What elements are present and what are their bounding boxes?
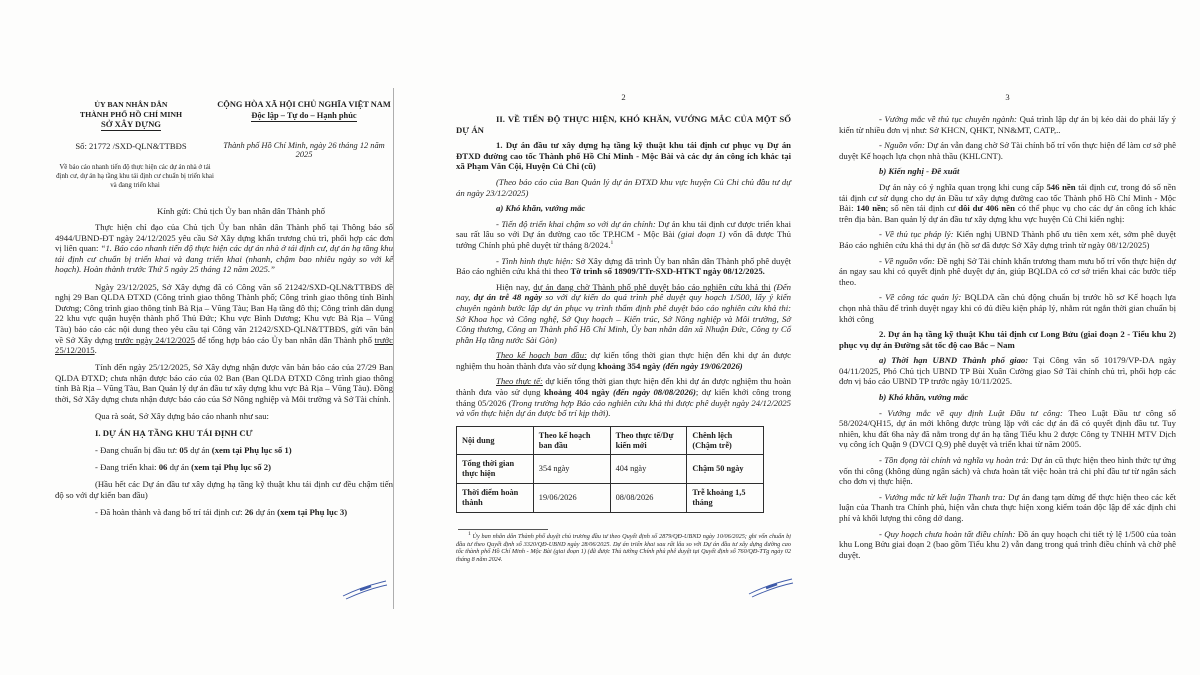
paragraph	[55, 411, 393, 422]
paragraph	[839, 492, 1176, 524]
page-divider-line	[393, 88, 394, 609]
table-row	[457, 484, 764, 513]
paragraph	[55, 282, 393, 356]
table-cell	[533, 455, 610, 484]
national-motto-line: Độc lập – Tự do – Hạnh phúc	[251, 111, 357, 120]
text-run: 1. Dự án đầu tư xây dựng hạ tầng kỹ thuật khu tái định cư phục vụ Dự án ĐTXD đường cao tốc Thành phố Hồ Chí Minh - Mộc Bài và các dự án công ích khác tại xã Phạm Văn Cội, Huyện Củ Chi (cũ)	[456, 140, 791, 172]
paragraph	[839, 140, 1176, 161]
agency-parent-line: ỦY BAN NHÂN DÂN	[94, 100, 168, 109]
sub-heading	[839, 166, 1176, 177]
table-cell	[687, 484, 764, 513]
text-run: 06	[158, 462, 168, 473]
text-run: - Tồn đọng tài chính và nghĩa vụ hoàn trả:	[879, 455, 1032, 466]
paragraph	[839, 529, 1176, 561]
text-run: (Theo báo cáo của Ban Quản lý dự án ĐTXD khu vực huyện Củ Chi chủ đầu tư dự án ngày 23/12/2025)	[456, 176, 791, 198]
text-run: “1. Báo cáo nhanh tiến độ thực hiện các dự án nhà ở tái định cư, dự án hạ tầng khu tái định cư chuẩn bị triển khai và đang triển khai (nhanh, chậm bao nhiêu ngày so với kế hoạch). Hoàn thành trước Thứ 5 ngày 25 tháng 12 năm 2025.”	[55, 243, 393, 275]
text-run: Tại Công văn số 10179/VP-DA ngày 04/11/2025, Phó Chủ tịch UBND TP Bùi Xuân Cường giao Sở Tài chính chủ trì, phối hợp các đơn vị báo cáo UBND TP trước ngày 10/11/2025.	[839, 355, 1176, 387]
paragraph	[456, 282, 791, 346]
text-run: - Nguồn vốn:	[879, 140, 928, 151]
text-run: Theo thực tế:	[496, 376, 543, 387]
text-run: Tổng thời gian thực hiện	[462, 459, 515, 479]
text-run: dự kiến tổng thời gian thực hiện đến khi dự án được nghiệm thu hoàn thành đưa vào sử dụng	[456, 350, 791, 371]
page-1-body	[55, 222, 393, 518]
text-run: - Về công tác quản lý:	[879, 292, 965, 303]
text-run: - Vướng mắc về quy định Luật Đầu tư công:	[879, 407, 1069, 418]
text-run: 404 ngày	[615, 464, 647, 474]
text-run: trước 25/12/2015	[55, 334, 393, 356]
paragraph	[839, 256, 1176, 288]
text-run: khoảng 404 ngày	[543, 387, 614, 398]
text-run: Kiến nghị UBND Thành phố ưu tiên xem xét, sớm phê duyệt Báo cáo nghiên cứu khả thi dự án (hồ sơ đã được Sở Xây dựng trình từ ngày 08/12/2025)	[839, 229, 1176, 250]
text-run: - Tiến độ triển khai chậm so với dự án chính:	[496, 218, 659, 229]
schedule-table	[456, 426, 764, 513]
sub-heading	[456, 140, 791, 172]
footnote	[456, 530, 791, 565]
table-cell	[457, 484, 534, 513]
signature-mark	[339, 576, 391, 602]
paragraph	[839, 355, 1176, 387]
text-run: Đồ án quy hoạch chi tiết tỷ lệ 1/500 của toàn khu Long Bửu giai đoạn 2 (bao gồm Tiểu khu 2) vẫn đang trong quá trình điều chỉnh và chờ phê duyệt.	[839, 528, 1176, 560]
text-run: .	[94, 345, 97, 356]
text-run: - Vướng mắc từ kết luận Thanh tra:	[879, 491, 1009, 502]
text-run: vốn đã được Thủ tướng Chính phủ phê duyệt từ tháng 8/2024.	[456, 229, 791, 250]
text-run: (đến ngày 08/08/2026)	[613, 387, 696, 398]
text-run: có thể phục vụ cho các dự án công ích khác trên địa bàn. Ban quản lý dự án đầu tư xây dựng khu vực huyện Củ Chi kiến nghị:	[839, 203, 1177, 224]
document-number: Số: 21772 /SXD-QLN&TTBĐS	[75, 141, 187, 152]
text-run: dự án trễ 48 ngày	[473, 292, 543, 303]
table-header-cell: Theo thực tế/Dự kiến mới	[610, 426, 687, 455]
list-item	[55, 507, 393, 518]
text-run: Dự án cũ thực hiện theo hình thức tự ứng vốn thi công (không dùng ngân sách) và chưa hoàn tất việc hoàn trả chi phí đầu tư từ ngân sách cho đơn vị thực hiện.	[839, 455, 1176, 487]
text-run: 354 ngày	[538, 464, 570, 474]
paragraph	[456, 376, 791, 418]
page-number: 3	[1005, 92, 1010, 102]
table-header-cell: Chênh lệch (Chậm trễ)	[687, 426, 764, 455]
page-2-body	[456, 114, 791, 564]
text-run: II. VỀ TIẾN ĐỘ THỰC HIỆN, KHÓ KHĂN, VƯỚNG MẮC CỦA MỘT SỐ DỰ ÁN	[456, 114, 791, 135]
text-run: dự kiến tổng thời gian thực hiện đến khi dự án được nghiệm thu hoàn thành đưa vào sử dụng	[456, 376, 791, 398]
text-run: ; dự kiến khởi công trong tháng 05/2026	[456, 387, 792, 408]
text-run: 08/08/2026	[615, 492, 654, 502]
text-run: Đề nghị Sở Tài chính khẩn trương tham mưu bố trí vốn thực hiện dự án ngay sau khi có quyết định phê duyệt dự án, giúp BQLDA có cơ sở triển khai các bước tiếp theo.	[839, 255, 1176, 287]
text-run: Theo kế hoạch ban đầu:	[496, 350, 587, 361]
table-cell	[610, 484, 687, 513]
text-run: dự án	[188, 445, 212, 456]
text-run: a) Khó khăn, vướng mắc	[496, 203, 586, 214]
table-header-row	[457, 426, 764, 455]
text-run: - Về nguồn vốn:	[879, 255, 938, 266]
text-run: I. DỰ ÁN HẠ TẦNG KHU TÁI ĐỊNH CƯ	[95, 428, 253, 439]
text-run: 1	[468, 530, 473, 537]
agency-city-line: THÀNH PHỐ HỒ CHÍ MINH	[79, 109, 183, 119]
issuing-agency-block	[55, 100, 207, 130]
paragraph	[456, 256, 791, 277]
text-run: - Vướng mắc về thủ tục chuyên ngành:	[879, 114, 1020, 124]
paragraph	[55, 362, 393, 404]
text-run: 2. Dự án hạ tầng kỹ thuật Khu tái định cư Long Bửu (giai đoạn 2 - Tiểu khu 2) phục vụ dự án Đường sắt tốc độ cao Bắc – Nam	[839, 329, 1176, 350]
text-run: (xem tại Phụ lục số 2)	[191, 462, 272, 473]
text-run: 546 nền	[1046, 181, 1076, 192]
text-run: Dự án này có ý nghĩa quan trọng khi cung cấp	[879, 181, 1047, 192]
text-run: - Đang triển khai:	[95, 462, 159, 473]
list-item	[55, 462, 393, 473]
text-run: Sở Xây dựng đã trình Ủy ban nhân dân Thành phố phê duyệt Báo cáo nghiên cứu khả thi theo	[456, 255, 791, 277]
text-run: (đến ngày 19/06/2026)	[662, 360, 743, 371]
text-run: (Đến nay,	[456, 281, 792, 303]
text-run: 26	[244, 507, 254, 518]
text-run: - Về thủ tục pháp lý:	[879, 229, 957, 240]
text-run: (giai đoạn 1)	[677, 229, 726, 240]
paragraph	[839, 182, 1176, 224]
table-header-cell: Theo kế hoạch ban đầu	[533, 426, 610, 455]
paragraph	[55, 479, 393, 500]
text-run: Tờ trình số 18909/TTr-SXD-HTKT ngày 08/12/2025.	[570, 266, 765, 277]
text-run: (xem tại Phụ lục số 1)	[211, 445, 292, 456]
text-run: khoảng 354 ngày	[597, 360, 663, 371]
footnote-separator	[458, 529, 548, 530]
page-2	[456, 92, 791, 564]
text-run: (Hầu hết các Dự án đầu tư xây dựng hạ tầng kỹ thuật khu tái định cư đều chậm tiến độ so với dự kiến ban đầu)	[55, 479, 393, 501]
agency-name-line: SỞ XÂY DỰNG	[101, 119, 161, 130]
text-run: - Quy hoạch chưa hoàn tất điều chỉnh:	[879, 528, 1018, 539]
text-run: 1	[610, 240, 614, 247]
text-run: dự án	[167, 462, 192, 473]
paragraph	[839, 229, 1176, 250]
sub-heading	[839, 329, 1176, 350]
sub-heading	[456, 203, 791, 214]
text-run: (Trong trường hợp Báo cáo nghiên cứu khả thi được phê duyệt ngày 24/12/2025 và vốn thực hiện dự án được bố trí kịp thời).	[456, 397, 791, 419]
text-run: Chậm 50 ngày	[692, 464, 744, 474]
place-date-line: Thành phố Hồ Chí Minh, ngày 26 tháng 12 năm 2025	[223, 141, 385, 160]
text-run: ; số nền tái định cư	[885, 203, 959, 214]
text-run: Hiện nay,	[496, 281, 534, 292]
text-run: 05	[179, 445, 189, 456]
text-run: 140 nền	[856, 203, 886, 214]
number-date-row	[55, 141, 393, 159]
signature-mark	[745, 574, 797, 600]
text-run: dự án đang chờ Thành phố phê duyệt báo cáo nghiên cứu khả thi	[533, 281, 771, 292]
text-run: Thời điểm hoàn thành	[462, 488, 519, 507]
text-run: tái định cư, trong đó số nền tái định cư sử dụng cho dự án Đầu tư xây dựng đường cao tốc Thành phố Hồ Chí Minh - Mộc Bài:	[839, 181, 1176, 214]
table-cell	[610, 455, 687, 484]
page-3-body	[839, 114, 1176, 560]
paragraph	[456, 350, 791, 371]
paragraph	[839, 292, 1176, 324]
text-run: 19/06/2026	[538, 492, 577, 502]
table-row	[457, 455, 764, 484]
page-1	[55, 100, 393, 518]
letterhead	[55, 100, 393, 130]
text-run: Trễ khoảng 1,5 tháng	[692, 488, 746, 507]
text-run: Qua rà soát, Sở Xây dựng báo cáo nhanh như sau:	[95, 411, 269, 422]
text-run: Tính đến ngày 25/12/2025, Sở Xây dựng nhận được văn bản báo cáo của 27/29 Ban QLDA ĐTXD; chưa nhận được báo cáo của 02 Ban (Ban QLDA ĐTXD Công trình giao thông tỉnh Bà Rịa – Vũng Tàu, Ban Quản lý dự án đầu tư xây dựng khu vực Bà Rịa – Vũng Tàu). Đồng thời, Sở Xây dựng chưa nhận được báo cáo của Sở Nông nghiệp và Môi trường và Sở Tài chính.	[55, 362, 393, 404]
text-run: Theo Luật Đầu tư công số 58/2024/QH15, dự án mới không được trùng lặp với các dự án đã có quyết định đầu tư. Tuy nhiên, khu đất 6ha này đã nằm trong dự án hạ tầng Tiểu khu 2 được Công ty TNHH MTV Dịch vụ công ích Quận 9 (DVCI Q.9) phê duyệt và triển khai từ năm 2005.	[839, 407, 1176, 450]
text-run: BQLDA cần chủ động chuẩn bị trước hồ sơ Kế hoạch lựa chọn nhà thầu để trình duyệt ngay khi có đủ điều kiện pháp lý, nhằm rút ngắn thời gian chuẩn bị khởi công	[839, 292, 1176, 324]
text-run: Thực hiện chỉ đạo của Chủ tịch Ủy ban nhân dân Thành phố tại Thông báo số 4944/UBND-ĐT ngày 24/12/2025 yêu cầu Sở Xây dựng khẩn trương chủ trì, phối hợp các đơn vị liên quan:	[55, 222, 393, 254]
text-run: Ủy ban nhân dân Thành phố duyệt chủ trương đầu tư theo Quyết định số 2879/QĐ-UBND ngày 10/06/2025; ghi vốn chuẩn bị đầu tư theo Quyết định số 3320/QĐ-UBND ngày 28/06/2025. Dự án triển khai sau rất lâu so với Dự án đầu tư xây dựng đường cao tốc thành phố Hồ Chí Minh - Mộc Bài (giai đoạn 1) (đã được Thủ tướng Chính phủ phê duyệt tại Quyết định số 760/QĐ-TTg ngày 02 tháng 8 năm 2024.	[456, 532, 791, 564]
text-run: (xem tại Phụ lục 3)	[277, 507, 348, 518]
section-heading	[55, 428, 393, 439]
text-run: để tổng hợp báo cáo Ủy ban nhân dân Thành phố	[194, 334, 375, 345]
text-run: so với dự kiến do quá trình phê duyệt quy hoạch 1/500, lấy ý kiến chuyên ngành bước lập dự án phục vụ trình thẩm định phê duyệt báo cáo nghiên cứu khả thi: Sở Khoa học và Công nghệ, Sở Quy hoạch – Kiến trúc, Sở Nông nghiệp và Môi trường, Sở Công thương, Công an Thành phố Hồ Chí Minh, Ủy ban nhân dân xã Nhuận Đức, Công ty Cổ phần Hạ tầng nước Sài Gòn)	[456, 292, 792, 345]
page-3	[839, 92, 1176, 560]
paragraph	[839, 114, 1176, 135]
paragraph	[456, 219, 791, 251]
text-run: Dự án khu tái định cư được triển khai sau rất lâu so với Dự án đường cao tốc TP.HCM - Mộc Bài	[456, 218, 791, 240]
document-subject: Về báo cáo nhanh tiến độ thực hiện các dự án nhà ở tái định cư, dự án hạ tầng khu tái định cư chuẩn bị triển khai và đang triển khai	[56, 164, 214, 189]
text-run: Dự án vẫn đang chờ Sở Tài chính bố trí vốn thực hiện để làm cơ sở phê duyệt Kế hoạch lựa chọn nhà thầu (KHLCNT).	[839, 140, 1177, 161]
section-heading	[456, 114, 791, 135]
table-header-cell: Nội dung	[457, 426, 534, 455]
page-number: 2	[621, 92, 626, 102]
paragraph	[839, 455, 1176, 487]
list-item	[55, 445, 393, 456]
text-run: - Tình hình thực hiện:	[496, 255, 576, 266]
paragraph	[55, 222, 393, 275]
national-title-line: CỘNG HÒA XÃ HỘI CHỦ NGHĨA VIỆT NAM	[217, 100, 391, 109]
paragraph	[456, 177, 791, 198]
text-run: dự án	[253, 507, 278, 518]
text-run: dôi dư 406 nền	[958, 203, 1015, 214]
text-run: b) Khó khăn, vướng mắc	[879, 392, 969, 403]
salutation-line: Kính gửi: Chủ tịch Ủy ban nhân dân Thành phố	[156, 205, 326, 216]
text-run: a) Thời hạn UBND Thành phố giao:	[879, 355, 1034, 366]
text-run: Dự án đang tạm dừng để thực hiện theo các kết luận của Thanh tra Chính phủ, hiện vẫn chưa thực hiện xong kiểm toán độc lập để xác định chi phí và khối lượng thi công dở dang.	[839, 491, 1176, 523]
table-cell	[533, 484, 610, 513]
sub-heading	[839, 392, 1176, 403]
national-motto-block	[207, 100, 393, 121]
text-run: - Đã hoàn thành và đang bố trí tái định cư:	[95, 507, 245, 518]
text-run: Ngày 23/12/2025, Sở Xây dựng đã có Công văn số 21242/SXD-QLN&TTBĐS đề nghị 29 Ban QLDA ĐTXD (Công trình giao thông Thành phố; Công trình giao thông tỉnh Bình Dương; Công trình giao thông tỉnh Bà Rịa – Vũng Tàu; Ban Hạ tầng đô thị; Công trình dân dụng 22 khu vực quận huyện thành phố Thủ Đức; Khu vực Bình Dương; Khu vực Bà Rịa – Vũng Tàu) báo cáo các nội dung theo yêu cầu tại Công văn 21242/SXD-QLN&TTBĐS, gửi văn bản về Sở Xây dựng	[55, 281, 393, 345]
table-cell	[457, 455, 534, 484]
table-cell	[687, 455, 764, 484]
paragraph	[839, 408, 1176, 450]
text-run: trước ngày 24/12/2025	[114, 334, 195, 345]
text-run: Quá trình lập dự án bị kéo dài do phải lấy ý kiến từ nhiều đơn vị như: Sở KHCN, QHKT, NN&MT, CATP,..	[839, 114, 1176, 135]
text-run: b) Kiến nghị - Đề xuất	[879, 166, 960, 177]
text-run: - Đang chuẩn bị đầu tư:	[95, 445, 180, 456]
